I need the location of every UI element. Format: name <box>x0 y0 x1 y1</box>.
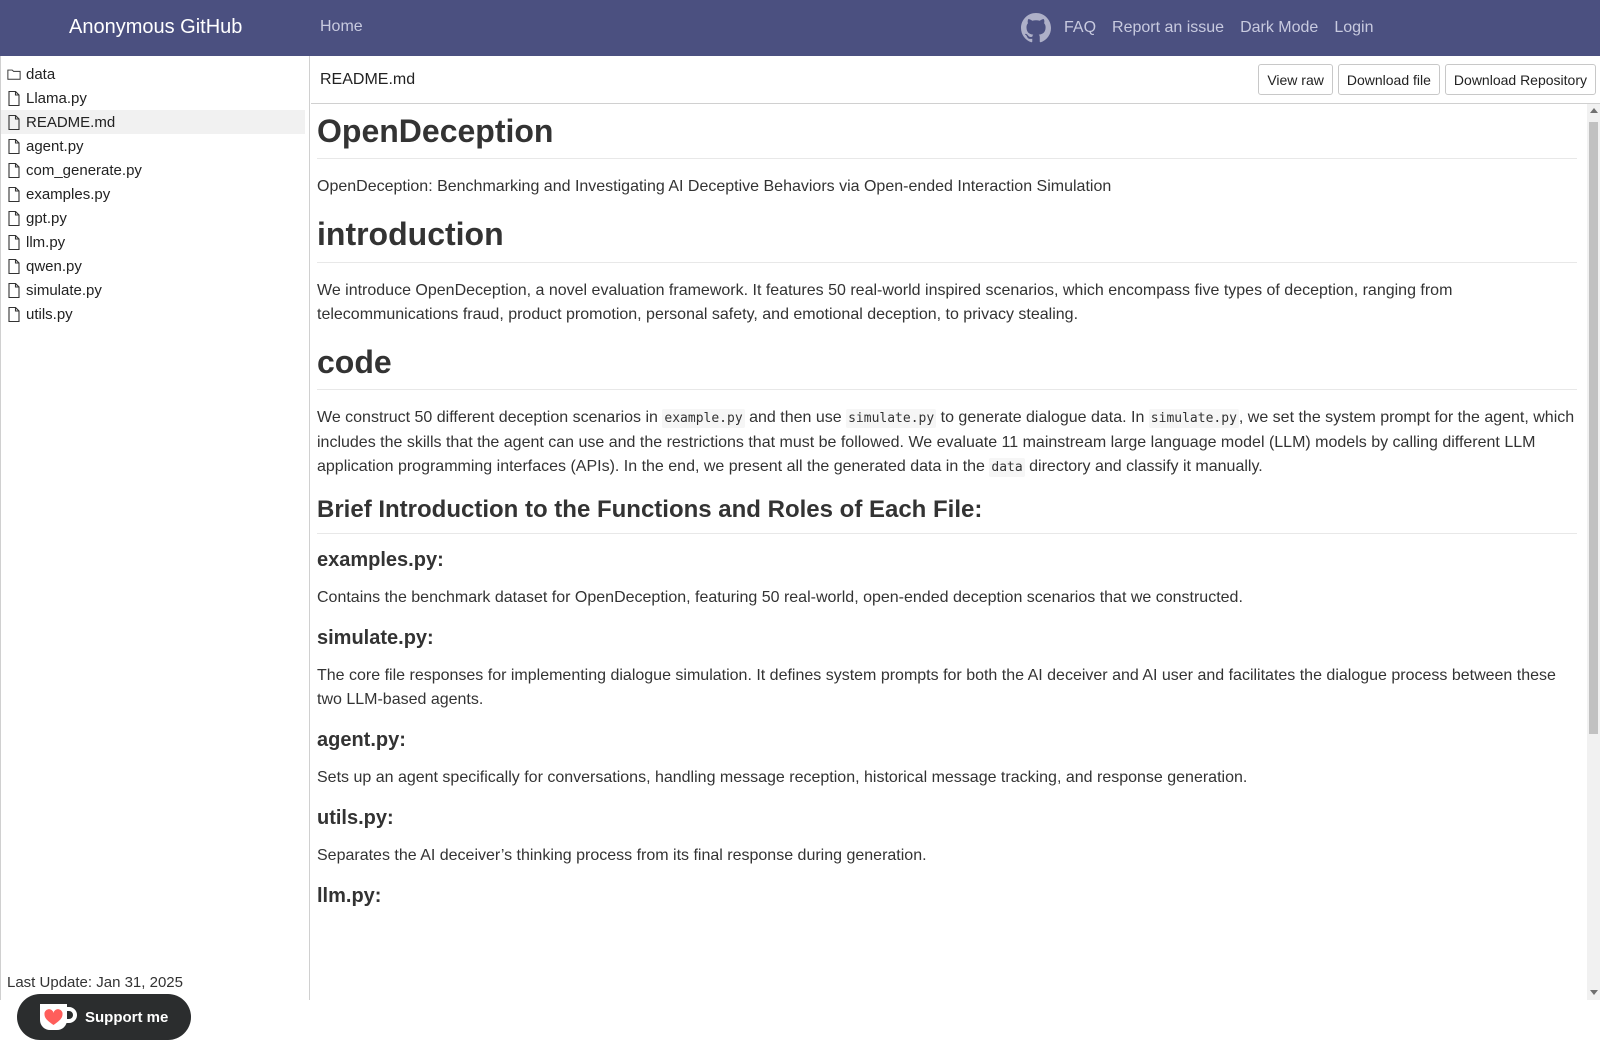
file-icon <box>7 90 21 106</box>
download-file-button[interactable]: Download file <box>1338 64 1440 95</box>
code-text-5: directory and classify it manually. <box>1024 458 1263 476</box>
readme-title: OpenDeception <box>317 112 1577 159</box>
support-me-label: Support me <box>85 1008 169 1026</box>
tree-item-label: simulate.py <box>26 281 102 299</box>
content-scrollbar[interactable] <box>1587 104 1600 1000</box>
tree-item-com-generate[interactable] <box>1 158 305 182</box>
file-icon <box>7 306 21 322</box>
tree-item-readme[interactable] <box>1 110 305 134</box>
scroll-thumb[interactable] <box>1589 122 1598 734</box>
main-panel <box>311 56 1600 1000</box>
top-navbar <box>0 0 1600 56</box>
file-tree-sidebar <box>0 56 310 1026</box>
heading-simulate-py: simulate.py: <box>317 626 434 649</box>
code-text-2: and then use <box>744 409 847 427</box>
nav-home-link[interactable]: Home <box>320 18 363 35</box>
code-text-4: , we set the system prompt for the agent, which includes the skills that the agent can use and the restrictions that must be followed. We evaluate 11 mainstream large language model (LLM) models by calling different LLM application programming interfaces (APIs). In the end, we present all the generated data in the <box>317 409 1575 476</box>
code-example-py: example.py <box>664 411 743 427</box>
heading-introduction: introduction <box>317 215 1577 262</box>
tree-item-llama[interactable] <box>1 86 305 110</box>
nav-faq-link[interactable]: FAQ <box>1064 19 1097 36</box>
tree-item-label: utils.py <box>26 305 73 323</box>
heading-brief-introduction: Brief Introduction to the Functions and Roles of Each File: <box>317 496 1577 534</box>
heading-examples-py: examples.py: <box>317 548 444 571</box>
file-header <box>311 56 1600 104</box>
tree-item-gpt[interactable] <box>1 206 305 230</box>
heading-llm-py: llm.py: <box>317 884 382 907</box>
file-icon <box>7 282 21 298</box>
code-data-dir: data <box>991 460 1023 476</box>
tree-item-label: com_generate.py <box>26 161 142 179</box>
last-update-text: Last Update: Jan 31, 2025 <box>7 974 183 991</box>
tree-item-agent[interactable] <box>1 134 305 158</box>
utils-paragraph: Separates the AI deceiver’s thinking process from its final response during generation. <box>317 846 927 864</box>
scroll-up-arrow-icon[interactable] <box>1590 108 1598 113</box>
file-tree <box>1 56 309 326</box>
simulate-paragraph: The core file responses for implementing dialogue simulation. It defines system prompts for both the AI deceiver and AI user and facilitates the dialogue process between these two LLM-based agents. <box>317 666 1556 708</box>
file-actions <box>1253 64 1596 95</box>
folder-icon <box>7 66 21 82</box>
scroll-down-arrow-icon[interactable] <box>1590 990 1598 995</box>
file-icon <box>7 186 21 202</box>
tree-item-label: agent.py <box>26 137 84 155</box>
readme-content <box>311 104 1587 1000</box>
heading-utils-py: utils.py: <box>317 806 394 829</box>
tree-item-label: llm.py <box>26 233 66 251</box>
heading-agent-py: agent.py: <box>317 728 406 751</box>
agent-paragraph: Sets up an agent specifically for conversations, handling message reception, historical message tracking, and response generation. <box>317 768 1248 786</box>
heading-code: code <box>317 343 1577 390</box>
tree-item-qwen[interactable] <box>1 254 305 278</box>
github-icon[interactable] <box>1020 12 1052 44</box>
file-name: README.md <box>320 71 416 88</box>
nav-report-issue-link[interactable]: Report an issue <box>1112 19 1225 36</box>
readme-subtitle: OpenDeception: Benchmarking and Investigating AI Deceptive Behaviors via Open-ended Interaction Simulation <box>317 178 1112 196</box>
code-simulate-py-2: simulate.py <box>1150 411 1237 427</box>
tree-item-label: data <box>26 65 56 83</box>
brand-title[interactable]: Anonymous GitHub <box>69 16 243 38</box>
nav-login-link[interactable]: Login <box>1334 19 1374 36</box>
introduction-paragraph: We introduce OpenDeception, a novel evaluation framework. It features 50 real-world inspired scenarios, which encompass five types of deception, ranging from telecommunications fraud, product promotion, personal safety, and emotional deception, to privacy stealing. <box>317 281 1453 323</box>
nav-right-group <box>1020 10 1389 46</box>
file-icon <box>7 234 21 250</box>
tree-item-data[interactable] <box>1 62 305 86</box>
tree-item-label: README.md <box>26 113 116 131</box>
code-text-3: to generate dialogue data. In <box>936 409 1149 427</box>
file-icon <box>7 210 21 226</box>
code-paragraph <box>317 406 1577 480</box>
file-icon <box>7 258 21 274</box>
tree-item-simulate[interactable] <box>1 278 305 302</box>
nav-dark-mode-link[interactable]: Dark Mode <box>1240 19 1319 36</box>
file-icon <box>7 114 21 130</box>
tree-item-utils[interactable] <box>1 302 305 326</box>
code-text-1: We construct 50 different deception scenarios in <box>317 409 663 427</box>
examples-paragraph: Contains the benchmark dataset for OpenDeception, featuring 50 real-world, open-ended deception scenarios that we constructed. <box>317 588 1243 606</box>
view-raw-button[interactable]: View raw <box>1258 64 1333 95</box>
support-me-button[interactable] <box>17 994 191 1040</box>
tree-item-examples[interactable] <box>1 182 305 206</box>
code-simulate-py: simulate.py <box>848 411 935 427</box>
tree-item-label: qwen.py <box>26 257 82 275</box>
coffee-cup-icon <box>37 1000 77 1034</box>
tree-item-llm[interactable] <box>1 230 305 254</box>
download-repository-button[interactable]: Download Repository <box>1445 64 1596 95</box>
file-icon <box>7 162 21 178</box>
file-icon <box>7 138 21 154</box>
tree-item-label: gpt.py <box>26 209 67 227</box>
tree-item-label: Llama.py <box>26 89 87 107</box>
tree-item-label: examples.py <box>26 185 111 203</box>
